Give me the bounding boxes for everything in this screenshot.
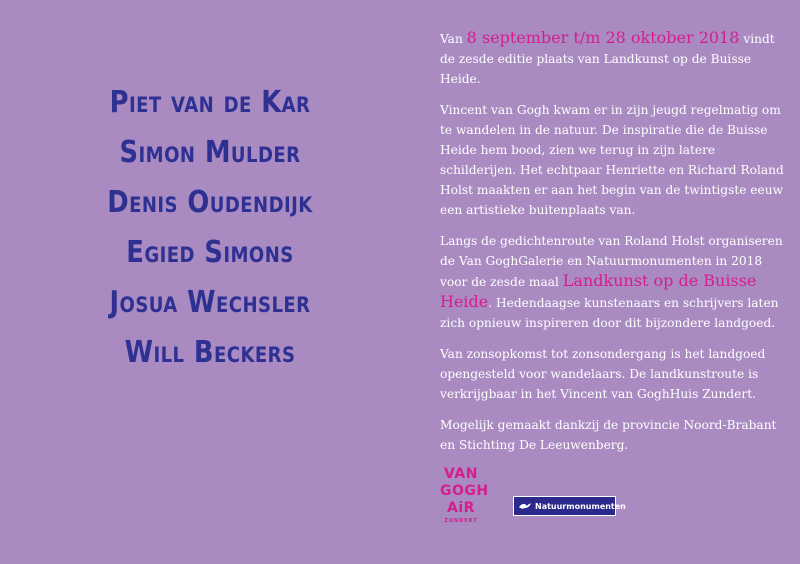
route-prefix: Langs de gedichtenroute van Roland Holst organiseren de Van GoghGalerie en Natuurmonumenten in 2018 voor de zesde maal — [440, 234, 783, 289]
sponsors-paragraph: Mogelijk gemaakt dankzij de provincie Noord-Brabant en Stichting De Leeuwenberg. — [440, 418, 777, 452]
artist-name: Josua Wechsler — [109, 285, 311, 320]
opening-hours-paragraph: Van zonsopkomst tot zonsondergang is het landgoed opengesteld voor wandelaars. De landkunstroute is verkrijgbaar in het Vincent van GoghHuis Zundert. — [440, 347, 766, 401]
artist-name: Egied Simons — [126, 235, 294, 270]
natuurmonumenten-logo — [513, 496, 626, 516]
intro-paragraph — [440, 28, 786, 89]
history-paragraph: Vincent van Gogh kwam er in zijn jeugd regelmatig om te wandelen in de natuur. De inspiratie die de Buisse Heide hem bood, zien we terug in zijn latere schilderijen. Het echtpaar Henriette en Richard Roland Holst maakten er aan het begin van de twintigste eeuw een artistieke buitenplaats van. — [440, 103, 784, 217]
logo-line: AiR — [447, 500, 475, 516]
logo-line: GOGH — [440, 483, 489, 499]
natuurmonumenten-label: Natuurmonumenten — [535, 501, 626, 511]
artist-name: Simon Mulder — [119, 135, 301, 170]
van-gogh-air-logo — [440, 466, 489, 525]
artist-name: Piet van de Kar — [109, 85, 311, 120]
bird-icon — [518, 501, 532, 511]
event-dates: 8 september t/m 28 oktober 2018 — [466, 28, 740, 47]
intro-prefix: Van — [440, 32, 467, 46]
artist-name: Denis Oudendijk — [107, 185, 313, 220]
logo-row — [440, 466, 786, 546]
artist-name: Will Beckers — [124, 335, 296, 370]
logo-line: ZUNDERT — [444, 518, 478, 524]
route-paragraph — [440, 231, 786, 333]
logo-line: VAN — [444, 466, 478, 482]
intro-suffix: vindt de zesde editie plaats van Landkunst op de Buisse Heide. — [440, 32, 775, 86]
event-title-highlight: Landkunst op de Buisse Heide — [440, 271, 757, 311]
route-suffix: . Hedendaagse kunstenaars en schrijvers laten zich opnieuw inspireren door dit bijzondere landgoed. — [440, 296, 779, 330]
artist-list — [0, 78, 420, 378]
description-column — [440, 28, 786, 466]
